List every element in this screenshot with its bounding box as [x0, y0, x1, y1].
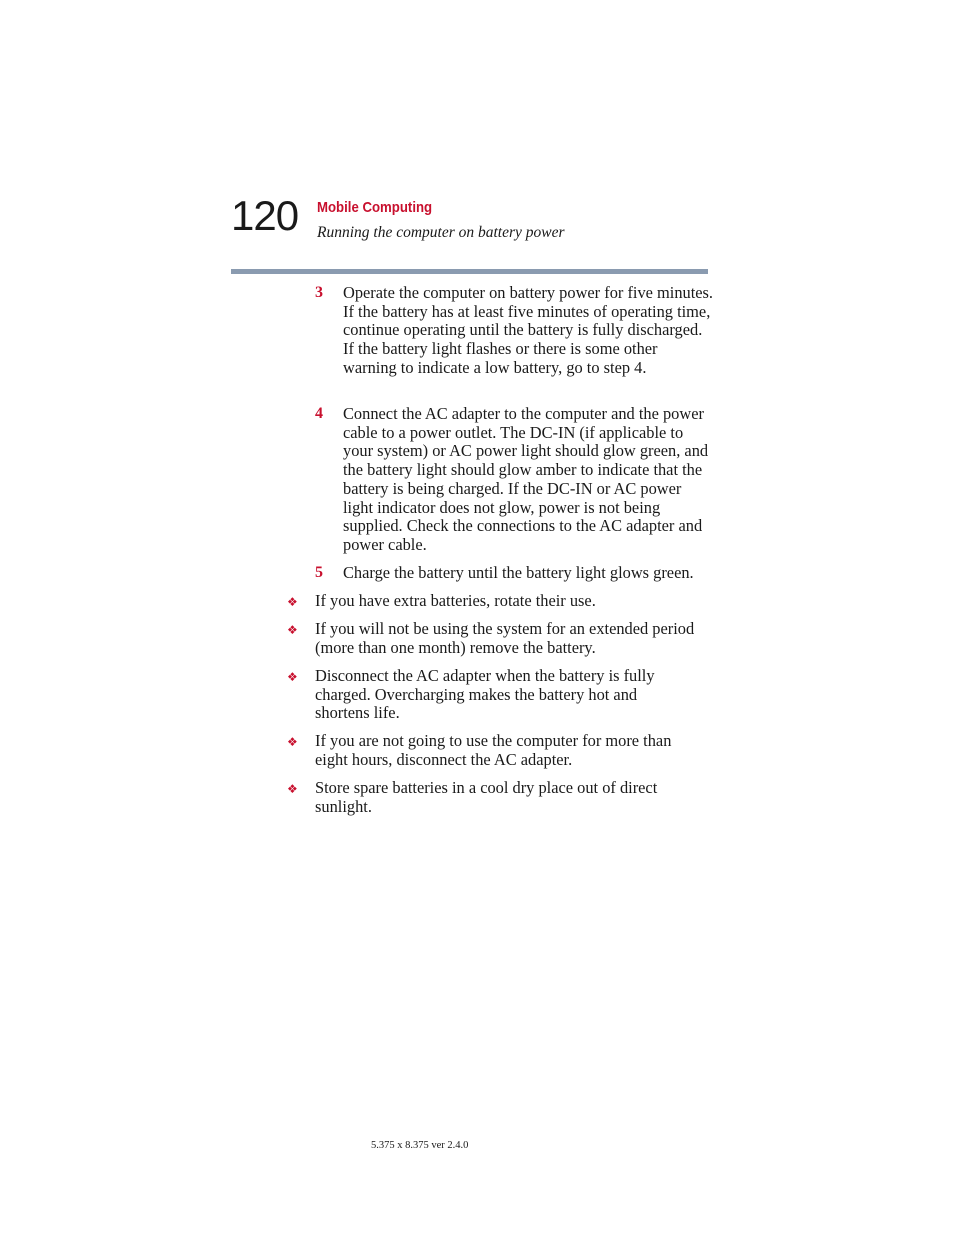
step-number: 3	[315, 284, 323, 301]
footer-version: 5.375 x 8.375 ver 2.4.0	[371, 1140, 469, 1151]
page-number: 120	[231, 192, 299, 239]
diamond-bullet-icon: ❖	[287, 735, 298, 749]
bullet-text: Disconnect the AC adapter when the battery is fully charged. Overcharging makes the battery hot and shortens life.	[315, 666, 655, 723]
diamond-bullet-icon: ❖	[287, 595, 298, 609]
section-title: Running the computer on battery power	[317, 224, 565, 241]
step-number: 4	[315, 405, 323, 422]
step-text: Operate the computer on battery power for five minutes. If the battery has at least five minutes of operating time, continue operating until the battery is fully discharged. If the battery light flashes or there is some other warning to indicate a low battery, go to step 4.	[343, 283, 714, 377]
header-rule	[231, 269, 708, 274]
bullet-text: If you will not be using the system for an extended period (more than one month) remove the battery.	[315, 619, 695, 657]
bullet-text: Store spare batteries in a cool dry place out of direct sunlight.	[315, 778, 658, 816]
chapter-title: Mobile Computing	[317, 199, 433, 216]
bullet-text: If you have extra batteries, rotate their use.	[315, 591, 596, 610]
step-text: Connect the AC adapter to the computer and the power cable to a power outlet. The DC-IN (if applicable to your system) or AC power light should glow green, and the battery light should glow amber to indicate that the battery is being charged. If the DC-IN or AC power light indicator does not glow, power is not being supplied. Check the connections to the AC adapter and power cable.	[343, 404, 709, 554]
bullet-text: If you are not going to use the computer for more than eight hours, disconnect the AC adapter.	[315, 731, 672, 769]
diamond-bullet-icon: ❖	[287, 782, 298, 796]
diamond-bullet-icon: ❖	[287, 670, 298, 684]
step-number: 5	[315, 564, 323, 581]
diamond-bullet-icon: ❖	[287, 623, 298, 637]
step-text: Charge the battery until the battery light glows green.	[343, 563, 694, 582]
